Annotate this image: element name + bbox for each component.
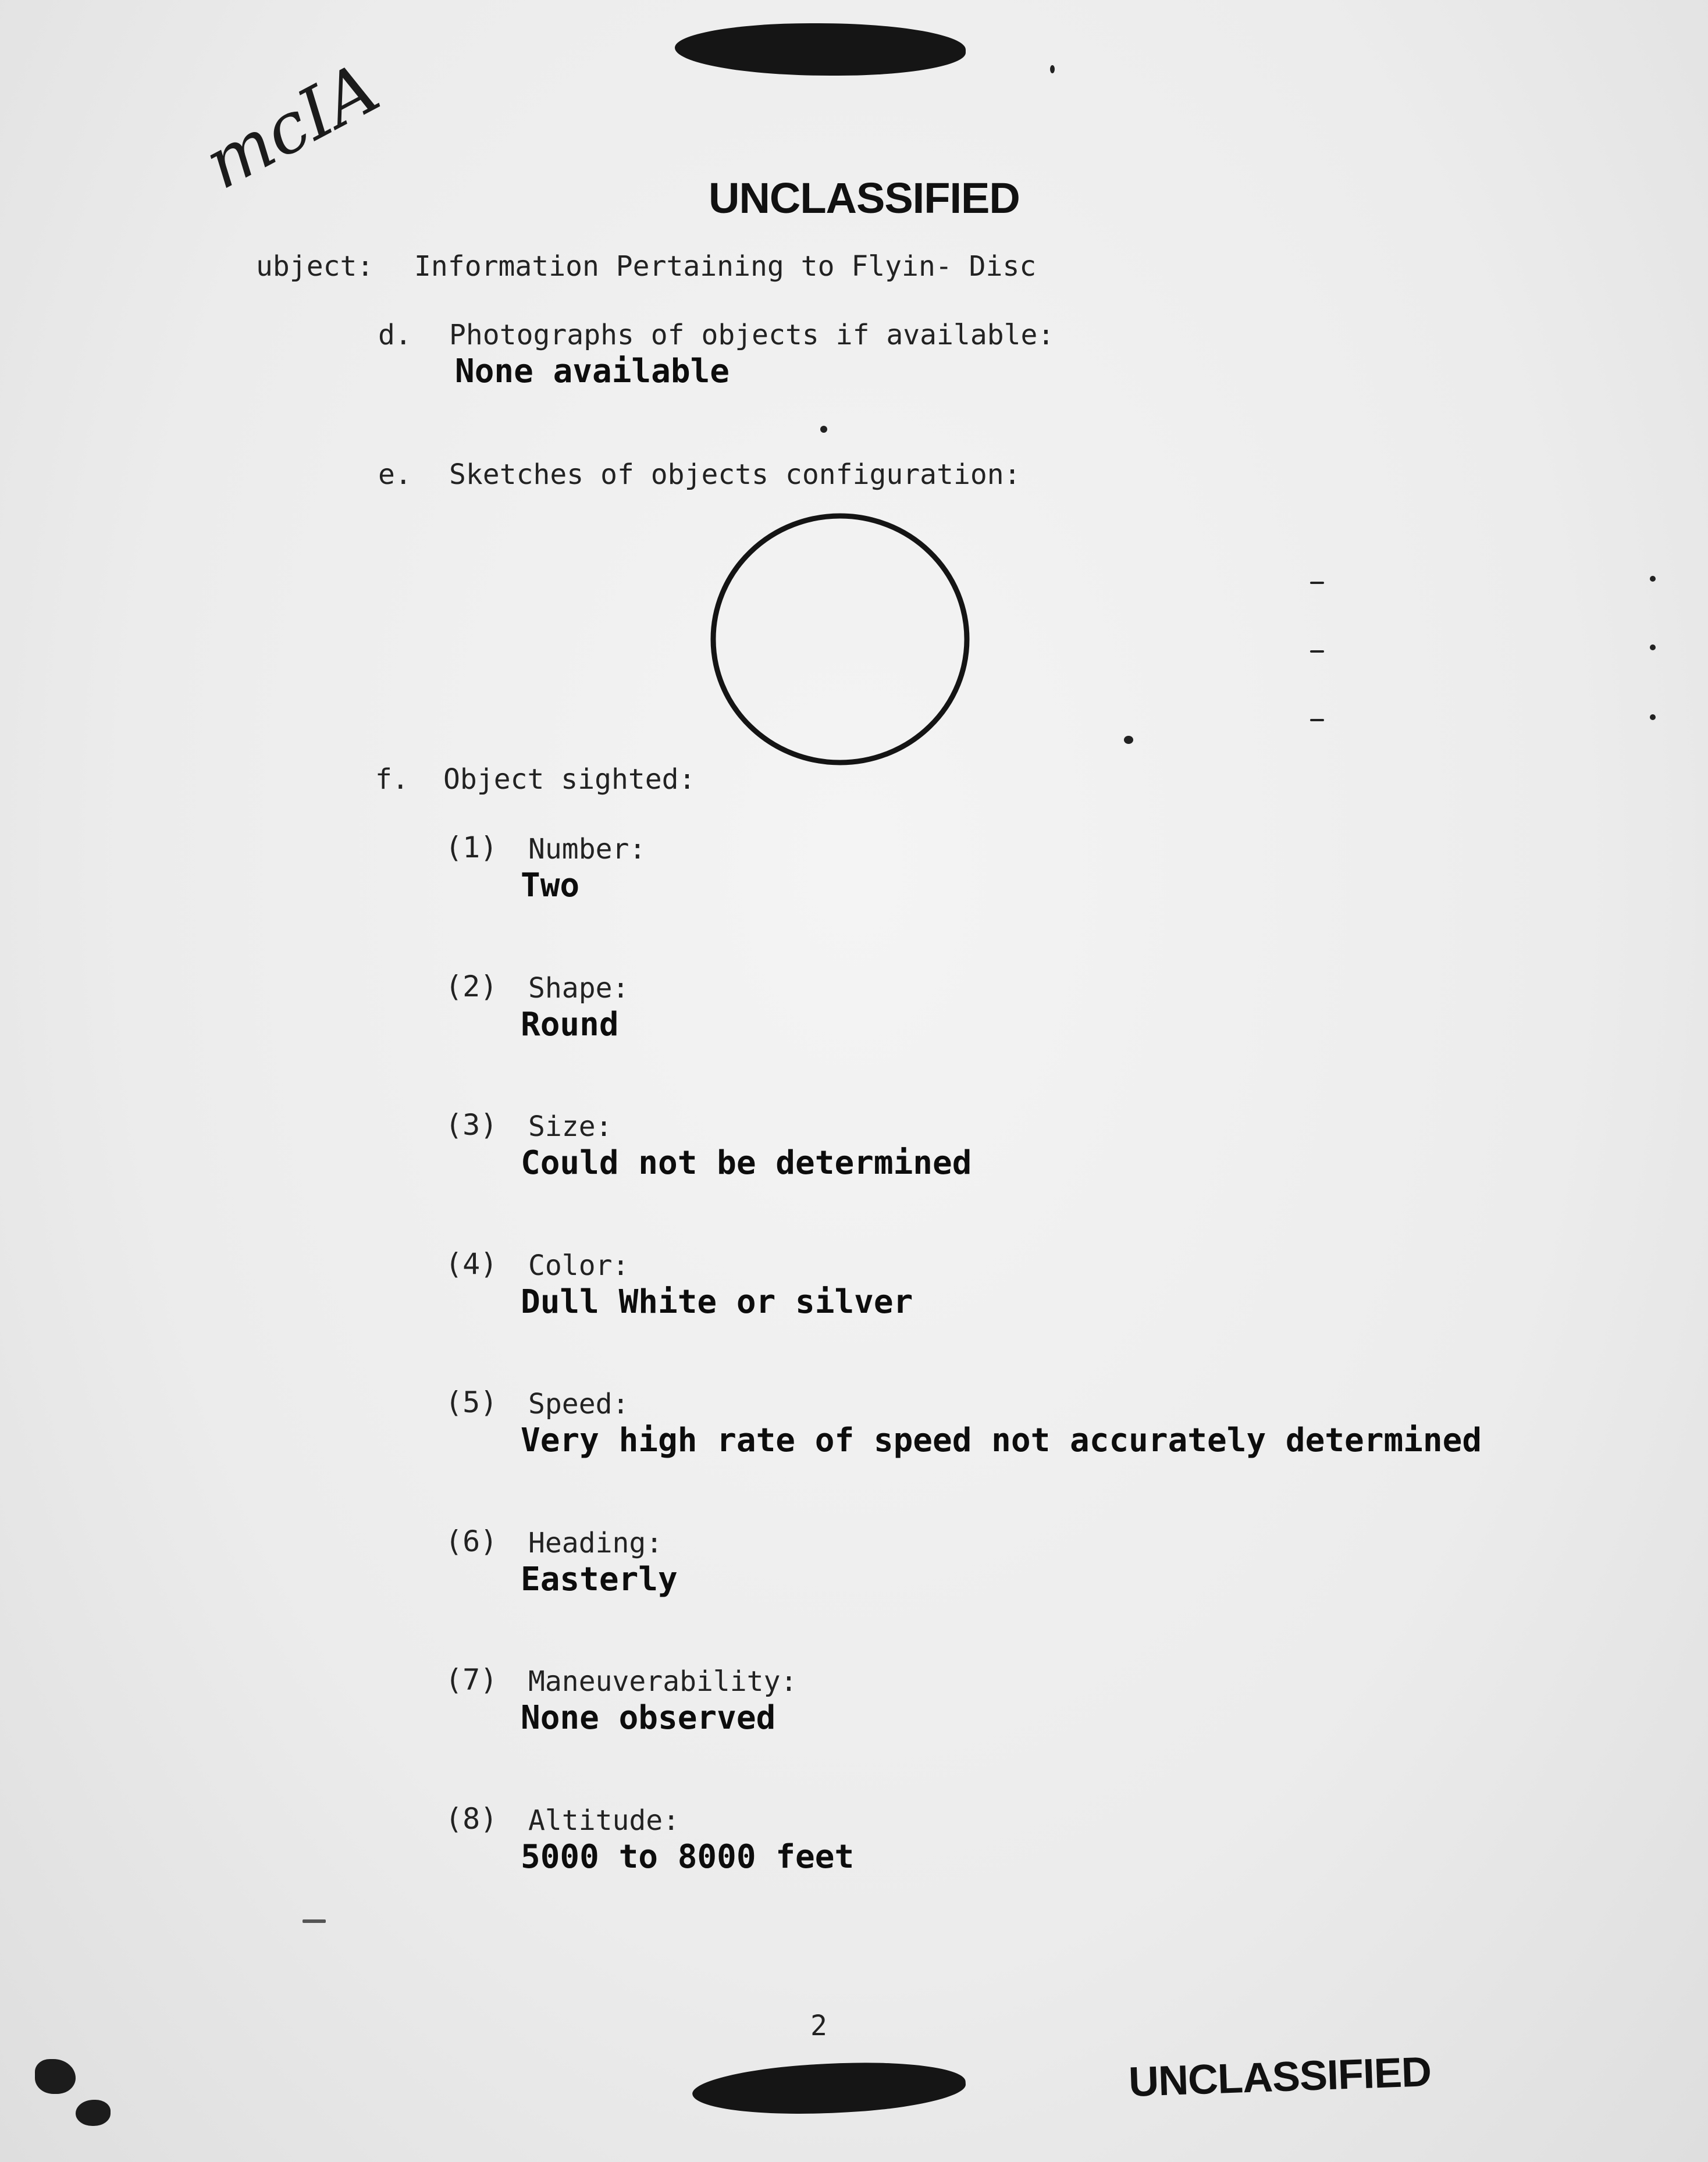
sighted-item-label: Number: xyxy=(528,833,646,865)
scan-speck xyxy=(1310,719,1324,721)
object-sketch-circle xyxy=(704,509,977,771)
classification-stamp-top: UNCLASSIFIED xyxy=(709,174,1020,222)
sighted-item-number: (3) xyxy=(445,1108,498,1142)
sighted-item-label: Maneuverability: xyxy=(528,1665,798,1698)
item-e-letter: e. xyxy=(378,458,412,491)
item-d-letter: d. xyxy=(378,319,412,351)
sighted-item-number: (6) xyxy=(445,1525,498,1558)
redaction-blot-bottom xyxy=(691,2057,967,2120)
scan-speck xyxy=(76,2100,111,2126)
sighted-item-value: Easterly xyxy=(521,1561,678,1598)
sighted-item-number: (5) xyxy=(445,1385,498,1419)
subject-label: ubject: xyxy=(256,250,374,283)
scan-speck xyxy=(1050,65,1055,73)
sighted-item-value: 5000 to 8000 feet xyxy=(521,1838,855,1876)
sighted-item-number: (7) xyxy=(445,1663,498,1697)
sighted-item-number: (4) xyxy=(445,1247,498,1281)
scan-speck xyxy=(1124,736,1133,744)
sighted-item-value: Dull White or silver xyxy=(521,1283,913,1321)
page-number: 2 xyxy=(810,2010,827,2042)
scan-speck xyxy=(820,426,827,433)
sighted-item-number: (2) xyxy=(445,970,498,1003)
sighted-item-number: (1) xyxy=(445,831,498,864)
sighted-item-label: Shape: xyxy=(528,972,629,1005)
redaction-blot-top xyxy=(675,23,966,76)
item-f-letter: f. xyxy=(375,763,409,796)
subject-text: Information Pertaining to Flyin- Disc xyxy=(414,250,1037,283)
handwritten-note: mcIA xyxy=(192,48,392,205)
sighted-item-value: Very high rate of speed not accurately determined xyxy=(521,1422,1482,1459)
item-e-label: Sketches of objects configuration: xyxy=(449,458,1021,491)
sighted-item-value: None observed xyxy=(521,1699,776,1737)
sighted-item-label: Heading: xyxy=(528,1527,663,1559)
item-d-label: Photographs of objects if available: xyxy=(449,319,1055,351)
sighted-item-number: (8) xyxy=(445,1802,498,1836)
item-f-label: Object sighted: xyxy=(443,763,696,796)
sighted-item-label: Color: xyxy=(528,1249,629,1282)
scan-speck xyxy=(1650,644,1656,650)
sighted-item-value: Could not be determined xyxy=(521,1144,972,1182)
sighted-item-label: Speed: xyxy=(528,1388,629,1420)
item-d-value: None available xyxy=(455,352,730,390)
scan-speck xyxy=(1310,650,1324,653)
classification-stamp-bottom: UNCLASSIFIED xyxy=(1127,2048,1432,2106)
scan-speck xyxy=(1650,714,1656,720)
sighted-item-label: Size: xyxy=(528,1110,613,1143)
scan-speck xyxy=(1310,582,1324,584)
scan-speck xyxy=(35,2059,76,2094)
sighted-item-value: Round xyxy=(521,1006,619,1043)
sighted-item-label: Altitude: xyxy=(528,1804,680,1837)
scan-speck xyxy=(1650,576,1656,582)
sighted-item-value: Two xyxy=(521,867,580,904)
scan-speck xyxy=(303,1919,326,1923)
